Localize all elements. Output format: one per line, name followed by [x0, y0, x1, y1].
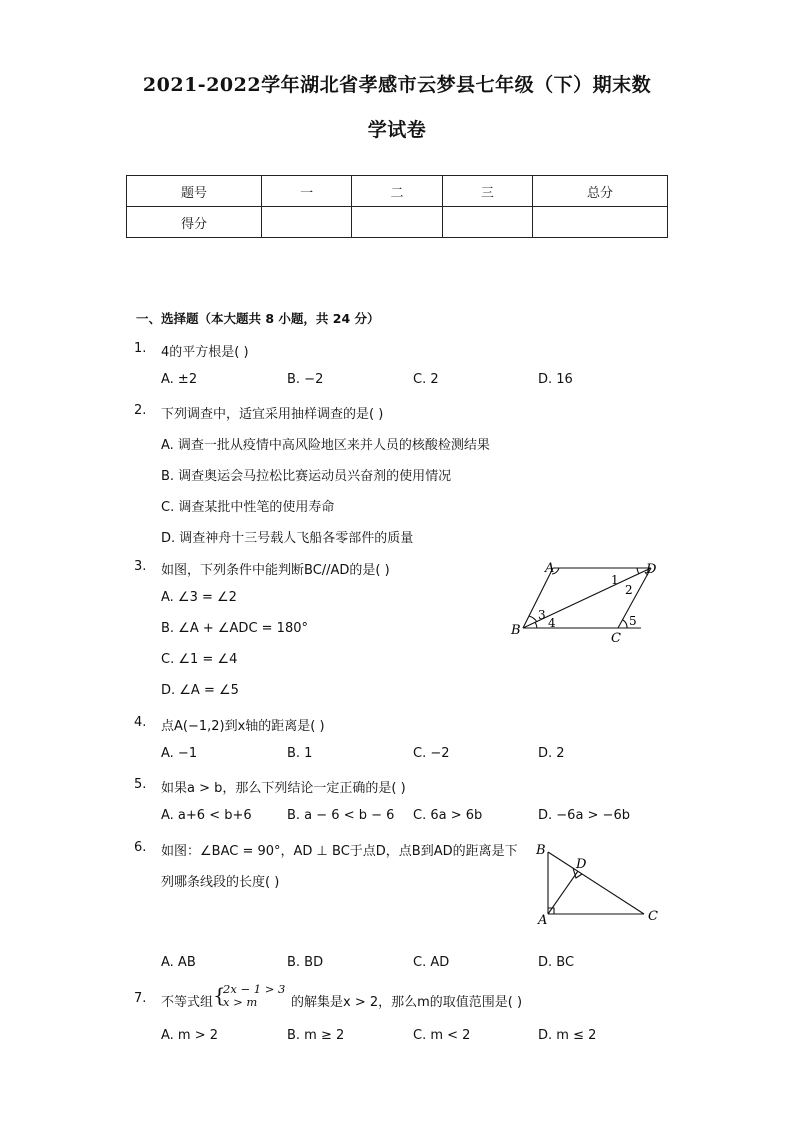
option-d: D. ∠A = ∠5 — [161, 683, 239, 698]
option-c: C. ∠1 = ∠4 — [161, 652, 238, 667]
option-d: D. 2 — [538, 746, 565, 761]
angle-3-arc — [529, 616, 537, 622]
option-a: A. −1 — [161, 746, 198, 761]
score-cell — [442, 207, 532, 238]
option-a: A. ±2 — [161, 372, 198, 387]
option-b: B. BD — [287, 955, 324, 970]
label-angle-5: 5 — [629, 614, 637, 628]
score-header-cell: 三 — [442, 176, 532, 207]
score-header-cell: 题号 — [127, 176, 262, 207]
question-text: 4的平方根是( ) — [161, 345, 249, 360]
question-number: 3. — [134, 559, 147, 574]
question-number: 7. — [134, 991, 147, 1006]
score-row-label: 得分 — [127, 207, 262, 238]
score-table-score-row — [127, 207, 668, 238]
label-b: B — [536, 843, 546, 858]
label-d: D — [646, 562, 657, 577]
question-number: 5. — [134, 777, 147, 792]
option-c: C. 2 — [413, 372, 439, 387]
option-a: A. m > 2 — [161, 1028, 219, 1043]
option-c: C. 调查某批中性笔的使用寿命 — [161, 500, 335, 515]
label-angle-4: 4 — [548, 616, 556, 630]
system-brace: { — [213, 983, 226, 1007]
option-d: D. 16 — [538, 372, 573, 387]
label-a: A — [545, 561, 555, 576]
option-c: C. AD — [413, 955, 450, 970]
option-a: A. AB — [161, 955, 196, 970]
score-cell — [352, 207, 442, 238]
score-header-cell: 一 — [261, 176, 351, 207]
label-d: D — [576, 857, 587, 872]
score-header-cell: 总分 — [533, 176, 668, 207]
option-a: A. ∠3 = ∠2 — [161, 590, 237, 605]
angle-5-arc — [623, 620, 627, 628]
option-d: D. −6a > −6b — [538, 808, 630, 823]
option-c: C. −2 — [413, 746, 450, 761]
right-triangle-figure — [532, 840, 662, 928]
label-a: A — [538, 913, 548, 928]
question-text-line-1: 如图：∠BAC = 90°，AD ⊥ BC于点D，点B到AD的距离是下 — [161, 844, 518, 859]
label-b: B — [511, 623, 521, 638]
label-angle-1: 1 — [611, 573, 619, 587]
option-c: C. 6a > 6b — [413, 808, 483, 823]
segment-bc — [548, 852, 644, 914]
question-text-pre: 不等式组 — [161, 995, 214, 1010]
option-a: A. 调查一批从疫情中高风险地区来并人员的核酸检测结果 — [161, 438, 490, 453]
question-text-line-2: 列哪条线段的长度( ) — [161, 875, 280, 890]
title-line-1: 2021-2022学年湖北省孝感市云梦县七年级（下）期末数 — [142, 74, 652, 96]
option-d: D. 调查神舟十三号载人飞船各零部件的质量 — [161, 531, 414, 546]
score-table-header-row — [127, 176, 668, 207]
option-b: B. a − 6 < b − 6 — [287, 808, 395, 823]
question-text: 如图，下列条件中能判断BC//AD的是( ) — [161, 563, 390, 578]
score-table — [126, 175, 668, 238]
angle-1-arc — [637, 568, 639, 574]
option-b: B. m ≥ 2 — [287, 1028, 345, 1043]
label-c: C — [611, 631, 621, 646]
question-text: 如果a > b，那么下列结论一定正确的是( ) — [161, 781, 406, 796]
section-heading: 一、选择题（本大题共 8 小题，共 24 分） — [136, 311, 380, 326]
question-text: 下列调查中，适宜采用抽样调查的是( ) — [161, 407, 384, 422]
option-b: B. ∠A + ∠ADC = 180° — [161, 621, 308, 636]
score-cell — [261, 207, 351, 238]
score-header-cell: 二 — [352, 176, 442, 207]
inequality-2: x > m — [223, 995, 258, 1009]
question-number: 1. — [134, 341, 147, 356]
label-c: C — [648, 909, 658, 924]
option-d: D. BC — [538, 955, 575, 970]
option-c: C. m < 2 — [413, 1028, 471, 1043]
question-text-post: 的解集是x > 2，那么m的取值范围是( ) — [291, 995, 523, 1010]
option-a: A. a+6 < b+6 — [161, 808, 252, 823]
question-number: 2. — [134, 403, 147, 418]
label-angle-3: 3 — [538, 608, 546, 622]
inequality-1: 2x − 1 > 3 — [223, 982, 286, 996]
option-b: B. −2 — [287, 372, 324, 387]
label-angle-2: 2 — [625, 583, 633, 597]
question-text: 点A(−1,2)到x轴的距离是( ) — [161, 719, 325, 734]
inequality-system — [223, 983, 285, 1009]
option-b: B. 1 — [287, 746, 313, 761]
option-b: B. 调查奥运会马拉松比赛运动员兴奋剂的使用情况 — [161, 469, 452, 484]
parallelogram-figure — [505, 558, 665, 648]
angle-4-arc — [535, 622, 537, 628]
score-cell — [533, 207, 668, 238]
question-number: 4. — [134, 715, 147, 730]
title-line-2: 学试卷 — [367, 119, 427, 141]
option-d: D. m ≤ 2 — [538, 1028, 597, 1043]
question-number: 6. — [134, 840, 147, 855]
